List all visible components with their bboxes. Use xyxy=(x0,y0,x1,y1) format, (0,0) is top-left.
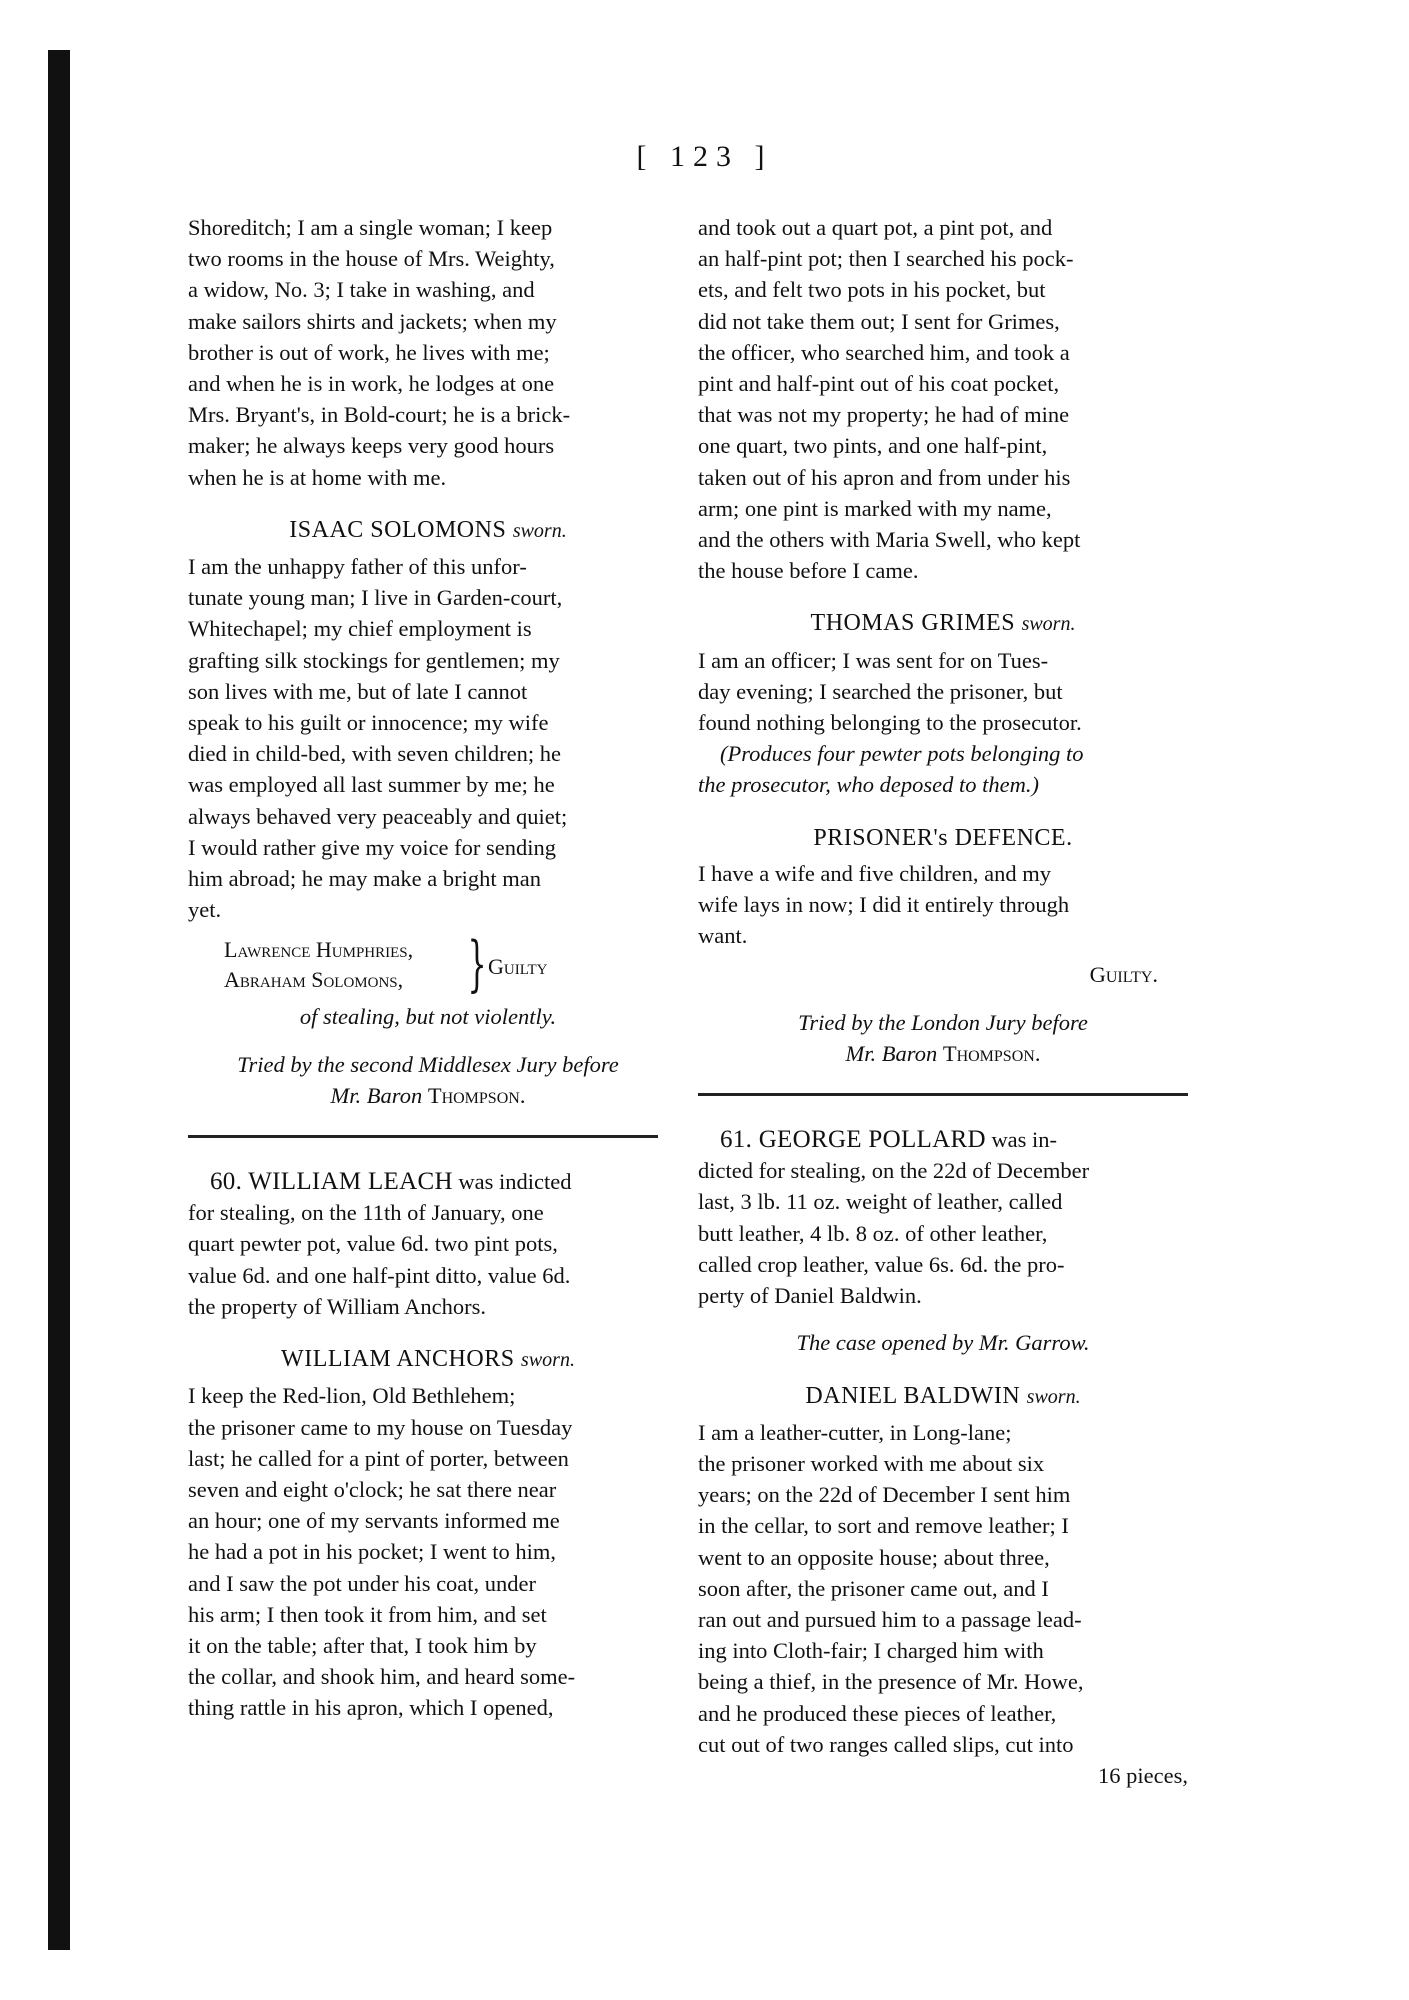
text-line: in the cellar, to sort and remove leather; I xyxy=(698,1513,1069,1539)
text-line: cut out of two ranges called slips, cut into xyxy=(698,1731,1074,1757)
text-line: son lives with me, but of late I cannot xyxy=(188,678,528,704)
text-line: Mrs. Bryant's, in Bold-court; he is a brick- xyxy=(188,402,571,428)
text-line: one quart, two pints, and one half-pint, xyxy=(698,433,1048,459)
witness-heading-william-anchors xyxy=(188,1344,668,1376)
sworn-label: sworn. xyxy=(1026,1385,1081,1408)
page-number: [ 123 ] xyxy=(636,140,773,173)
verdict-word: Guilty. xyxy=(1089,962,1158,988)
text-line: died in child-bed, with seven children; he xyxy=(188,741,562,767)
text-line: for stealing, on the 11th of January, one xyxy=(188,1200,544,1226)
text-line: and when he is in work, he lodges at one xyxy=(188,371,555,397)
witness-name: THOMAS GRIMES xyxy=(810,610,1016,637)
brace-glyph: } xyxy=(467,929,487,1000)
text-line: being a thief, in the presence of Mr. Howe, xyxy=(698,1669,1084,1695)
witness-name: WILLIAM ANCHORS xyxy=(281,1346,515,1373)
sworn-label: sworn. xyxy=(512,519,567,542)
witness-name: ISAAC SOLOMONS xyxy=(289,516,507,543)
section-divider xyxy=(188,1135,658,1138)
text-line: I keep the Red-lion, Old Bethlehem; xyxy=(188,1383,516,1409)
text-line: ran out and pursued him to a passage lead- xyxy=(698,1606,1082,1632)
stage-note: the prosecutor, who deposed to them.) xyxy=(698,772,1039,798)
text-line: seven and eight o'clock; he sat there near xyxy=(188,1476,557,1502)
case-opened-note: The case opened by Mr. Garrow. xyxy=(796,1330,1090,1356)
witness-heading-isaac-solomons xyxy=(188,515,668,547)
continuation-testimony xyxy=(188,212,668,493)
text-line: soon after, the prisoner came out, and I xyxy=(698,1575,1049,1601)
judge-title: Mr. Baron xyxy=(330,1082,423,1108)
text-line: last, 3 lb. 11 oz. weight of leather, called xyxy=(698,1189,1063,1215)
judge-name: Thompson. xyxy=(942,1040,1041,1066)
text-line: day evening; I searched the prisoner, but xyxy=(698,678,1063,704)
text-line: ing into Cloth-fair; I charged him with xyxy=(698,1638,1044,1664)
text-line: the property of William Anchors. xyxy=(188,1293,486,1319)
catchword: 16 pieces, xyxy=(1098,1762,1188,1788)
verdict-block xyxy=(188,929,668,1001)
text-line: pint and half-pint out of his coat pocket, xyxy=(698,371,1060,397)
witness-heading-daniel-baldwin xyxy=(698,1381,1188,1413)
text-line: he had a pot in his pocket; I went to him, xyxy=(188,1539,557,1565)
judge-name: Thompson. xyxy=(427,1082,526,1108)
text-line: dicted for stealing, on the 22d of December xyxy=(698,1158,1090,1184)
text-line: last; he called for a pint of porter, between xyxy=(188,1445,569,1471)
text-line: was employed all last summer by me; he xyxy=(188,772,555,798)
stage-note: (Produces four pewter pots belonging to xyxy=(720,741,1084,767)
text-line: Whitechapel; my chief employment is xyxy=(188,616,532,642)
left-column xyxy=(188,212,668,1724)
text-line: the officer, who searched him, and took a xyxy=(698,339,1070,365)
text-line: thing rattle in his apron, which I opened, xyxy=(188,1695,554,1721)
defendant-name: Lawrence Humphries, xyxy=(224,937,414,963)
witness-name: DANIEL BALDWIN xyxy=(805,1382,1021,1409)
text-line: two rooms in the house of Mrs. Weighty, xyxy=(188,246,555,272)
text-line: a widow, No. 3; I take in washing, and xyxy=(188,277,535,303)
text-line: maker; he always keeps very good hours xyxy=(188,433,555,459)
right-column xyxy=(698,212,1188,1791)
text-line: value 6d. and one half-pint ditto, value 6d. xyxy=(188,1262,571,1288)
text-line: yet. xyxy=(188,897,222,923)
text-line: an hour; one of my servants informed me xyxy=(188,1508,560,1534)
text-line: brother is out of work, he lives with me; xyxy=(188,339,550,365)
text-line: I am the unhappy father of this unfor- xyxy=(188,554,527,580)
witness-heading-thomas-grimes xyxy=(698,608,1188,640)
tried-by-line: Tried by the second Middlesex Jury before xyxy=(237,1051,619,1077)
text-line: I am an officer; I was sent for on Tues- xyxy=(698,647,1049,673)
prisoner-defence-text xyxy=(698,858,1188,952)
case-60-indictment xyxy=(188,1166,668,1322)
case-number-title: 61. GEORGE POLLARD xyxy=(720,1126,986,1154)
text-line: it on the table; after that, I took him by xyxy=(188,1632,537,1658)
text-line xyxy=(188,1166,668,1197)
text-line: make sailors shirts and jackets; when my xyxy=(188,308,557,334)
tried-by-line: Tried by the London Jury before xyxy=(798,1009,1088,1035)
text-line: his arm; I then took it from him, and set xyxy=(188,1601,547,1627)
text-line: grafting silk stockings for gentlemen; my xyxy=(188,647,560,673)
case-61-indictment xyxy=(698,1124,1188,1311)
text-line: ets, and felt two pots in his pocket, but xyxy=(698,277,1046,303)
tried-by-judge xyxy=(698,1038,1188,1069)
verdict-word: Guilty xyxy=(488,954,548,980)
text-line: and the others with Maria Swell, who kept xyxy=(698,527,1081,553)
text-line: tunate young man; I live in Garden-court, xyxy=(188,585,563,611)
text-line: always behaved very peaceably and quiet; xyxy=(188,803,568,829)
isaac-solomons-testimony xyxy=(188,551,668,925)
text-line: when he is at home with me. xyxy=(188,464,447,490)
text-line: speak to his guilt or innocence; my wife xyxy=(188,710,549,736)
text-line: the house before I came. xyxy=(698,558,919,584)
defendant-name: Abraham Solomons, xyxy=(224,967,404,993)
daniel-baldwin-testimony xyxy=(698,1417,1188,1760)
text-line: wife lays in now; I did it entirely through xyxy=(698,892,1070,918)
text-line: butt leather, 4 lb. 8 oz. of other leather, xyxy=(698,1220,1048,1246)
text-fragment: was in- xyxy=(991,1127,1058,1153)
anchors-testimony-continued xyxy=(698,212,1188,586)
section-divider xyxy=(698,1093,1188,1096)
sworn-label: sworn. xyxy=(521,1349,575,1372)
text-line: found nothing belonging to the prosecutor. xyxy=(698,710,1082,736)
tried-by-judge xyxy=(188,1080,668,1111)
text-line: the collar, and shook him, and heard some- xyxy=(188,1664,576,1690)
text-line: him abroad; he may make a bright man xyxy=(188,866,542,892)
text-line: did not take them out; I sent for Grimes, xyxy=(698,308,1060,334)
text-line: and I saw the pot under his coat, under xyxy=(188,1570,537,1596)
judge-title: Mr. Baron xyxy=(845,1040,938,1066)
text-line: that was not my property; he had of mine xyxy=(698,402,1070,428)
text-line: years; on the 22d of December I sent him xyxy=(698,1482,1071,1508)
text-line: quart pewter pot, value 6d. two pint pots, xyxy=(188,1231,558,1257)
verdict-defendants xyxy=(224,935,413,995)
text-line: arm; one pint is marked with my name, xyxy=(698,495,1052,521)
text-line: I have a wife and five children, and my xyxy=(698,860,1051,886)
thomas-grimes-testimony xyxy=(698,645,1188,739)
text-line xyxy=(698,1124,1188,1155)
prisoner-defence-heading: PRISONER's DEFENCE. xyxy=(813,824,1073,851)
verdict-qualifier: of stealing, but not violently. xyxy=(299,1004,557,1030)
text-line: perty of Daniel Baldwin. xyxy=(698,1283,922,1309)
scan-edge-shadow xyxy=(48,50,70,1950)
text-line: the prisoner came to my house on Tuesday xyxy=(188,1414,573,1440)
text-line: called crop leather, value 6s. 6d. the pro- xyxy=(698,1251,1065,1277)
text-line: I am a leather-cutter, in Long-lane; xyxy=(698,1419,1012,1445)
sworn-label: sworn. xyxy=(1021,613,1076,636)
text-line: taken out of his apron and from under his xyxy=(698,464,1071,490)
text-line: and he produced these pieces of leather, xyxy=(698,1700,1057,1726)
text-line: the prisoner worked with me about six xyxy=(698,1450,1045,1476)
text-line: Shoreditch; I am a single woman; I keep xyxy=(188,215,553,240)
text-line: and took out a quart pot, a pint pot, and xyxy=(698,215,1053,240)
text-line: went to an opposite house; about three, xyxy=(698,1544,1050,1570)
text-line: I would rather give my voice for sending xyxy=(188,834,557,860)
text-line: want. xyxy=(698,923,748,949)
text-fragment: was indicted xyxy=(458,1169,572,1195)
william-anchors-testimony xyxy=(188,1380,668,1723)
text-line: an half-pint pot; then I searched his pock- xyxy=(698,246,1074,272)
case-number-title: 60. WILLIAM LEACH xyxy=(210,1168,453,1196)
